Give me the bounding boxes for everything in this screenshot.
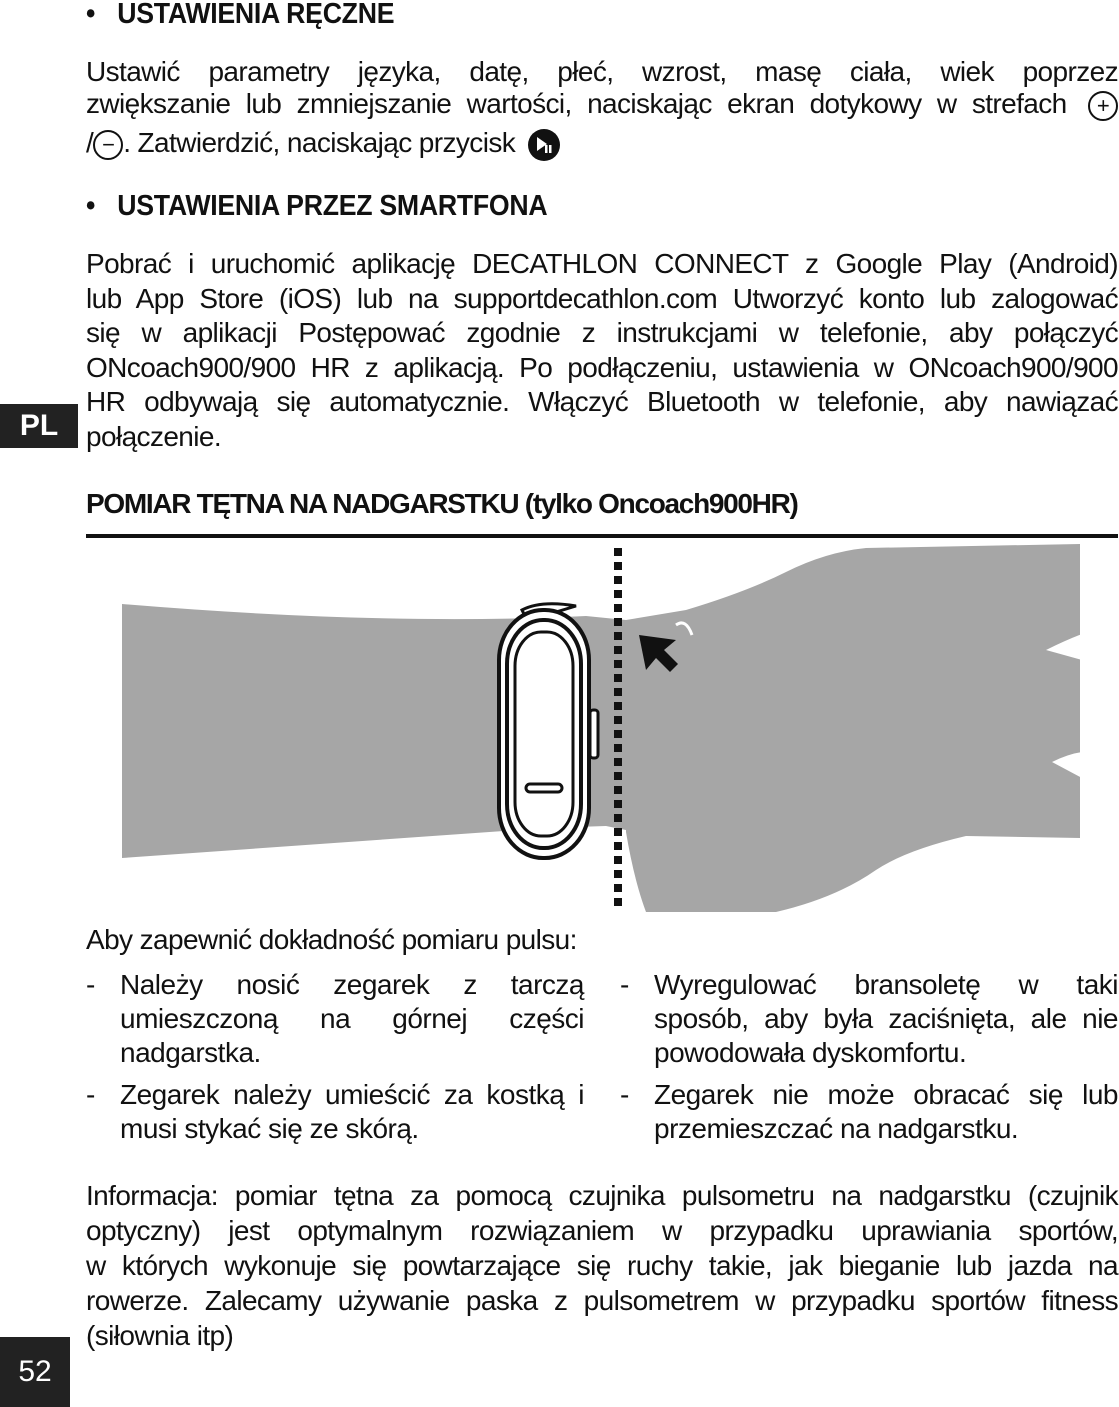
paragraph-line	[86, 84, 1118, 124]
minus-zone-icon	[93, 130, 123, 160]
tips-list-left	[86, 968, 584, 1146]
tips-list-right	[620, 968, 1118, 1146]
tip-item	[86, 1078, 584, 1146]
paragraph-line: lub App Store (iOS) lub na supportdecathlon.com Utworzyć konto lub zalogować	[86, 282, 1118, 314]
watch-drawing	[499, 604, 598, 858]
heading-text: USTAWIENIA PRZEZ SMARTFONA	[117, 190, 548, 222]
paragraph-line: w których wykonuje się powtarzające się ruchy takie, jak bieganie lub jazda na	[86, 1250, 1118, 1281]
dash: -	[620, 1079, 629, 1110]
play-pause-icon	[534, 135, 554, 155]
paragraph-line: Ustawić parametry języka, datę, płeć, wzrost, masę ciała, wiek poprzez	[86, 56, 1118, 87]
paragraph-line-text: zwiększanie lub zmniejszanie wartości, naciskając ekran dotykowy w strefach	[86, 88, 1067, 119]
dash: -	[620, 969, 629, 1000]
dash: -	[86, 1079, 95, 1110]
page-number: 52	[18, 1355, 52, 1388]
tip-item	[620, 968, 1118, 1070]
page-number-tab	[0, 1337, 70, 1407]
paragraph-line: Informacja: pomiar tętna za pomocą czujnika pulsometru na nadgarstku (czujnik	[86, 1180, 1118, 1211]
heading-text: USTAWIENIA RĘCZNE	[117, 0, 395, 30]
accuracy-intro: Aby zapewnić dokładność pomiaru pulsu:	[86, 924, 577, 955]
paragraph-line: HR odbywają się automatycznie. Włączyć Bluetooth w telefonie, aby nawiązać	[86, 386, 1118, 417]
paragraph-line: rowerze. Zalecamy używanie paska z pulsometrem w przypadku sportów fitness	[86, 1285, 1118, 1316]
section-heading-smartphone	[86, 190, 547, 223]
bullet: •	[86, 0, 96, 30]
tip-text: Zegarek nie może obracać się lub przemieszczać na nadgarstku.	[654, 1079, 1118, 1144]
slash: /	[86, 127, 94, 158]
tip-item	[86, 968, 584, 1070]
language-tab-label: PL	[19, 409, 59, 442]
tip-item	[620, 1078, 1118, 1146]
dash: -	[86, 969, 95, 1000]
paragraph-line-text: . Zatwierdzić, naciskając przycisk	[123, 127, 516, 158]
smartphone-settings-paragraph	[86, 247, 1118, 454]
plus-symbol: +	[1096, 92, 1110, 118]
hr-section-title: POMIAR TĘTNA NA NADGARSTKU (tylko Oncoach900HR)	[86, 488, 798, 519]
title-rule	[86, 534, 1118, 538]
paragraph-line	[86, 124, 1118, 162]
hand-shape	[626, 544, 1080, 912]
paragraph-line: ONcoach900/900 HR z aplikacją. Po podłączeniu, ustawienia w ONcoach900/900	[86, 351, 1118, 383]
paragraph-line: połączenie.	[86, 420, 222, 452]
tip-text: Zegarek należy umieścić za kostką i musi stykać się ze skórą.	[120, 1079, 584, 1144]
tip-text: Wyregulować bransoletę w taki sposób, aby była zaciśnięta, ale nie powodowała dyskomfortu.	[654, 969, 1118, 1068]
confirm-button-icon	[528, 129, 560, 161]
tip-text: Należy nosić zegarek z tarczą umieszczoną na górnej części nadgarstka.	[120, 969, 584, 1068]
section-heading-manual	[86, 0, 394, 31]
plus-zone-icon	[1088, 91, 1118, 121]
minus-symbol: −	[102, 131, 115, 157]
info-paragraph	[86, 1178, 1118, 1353]
wrist-illustration	[86, 540, 1118, 920]
paragraph-line: się w aplikacji Postępować zgodnie z instrukcjami w telefonie, aby połączyć	[86, 317, 1118, 348]
bullet: •	[86, 190, 96, 222]
manual-settings-paragraph	[86, 56, 1118, 162]
language-tab	[0, 404, 78, 448]
paragraph-line: (siłownia itp)	[86, 1320, 234, 1351]
paragraph-line: optyczny) jest optymalnym rozwiązaniem w przypadku uprawiania sportów,	[86, 1215, 1118, 1246]
paragraph-line: Pobrać i uruchomić aplikację DECATHLON CONNECT z Google Play (Android)	[86, 248, 1118, 279]
